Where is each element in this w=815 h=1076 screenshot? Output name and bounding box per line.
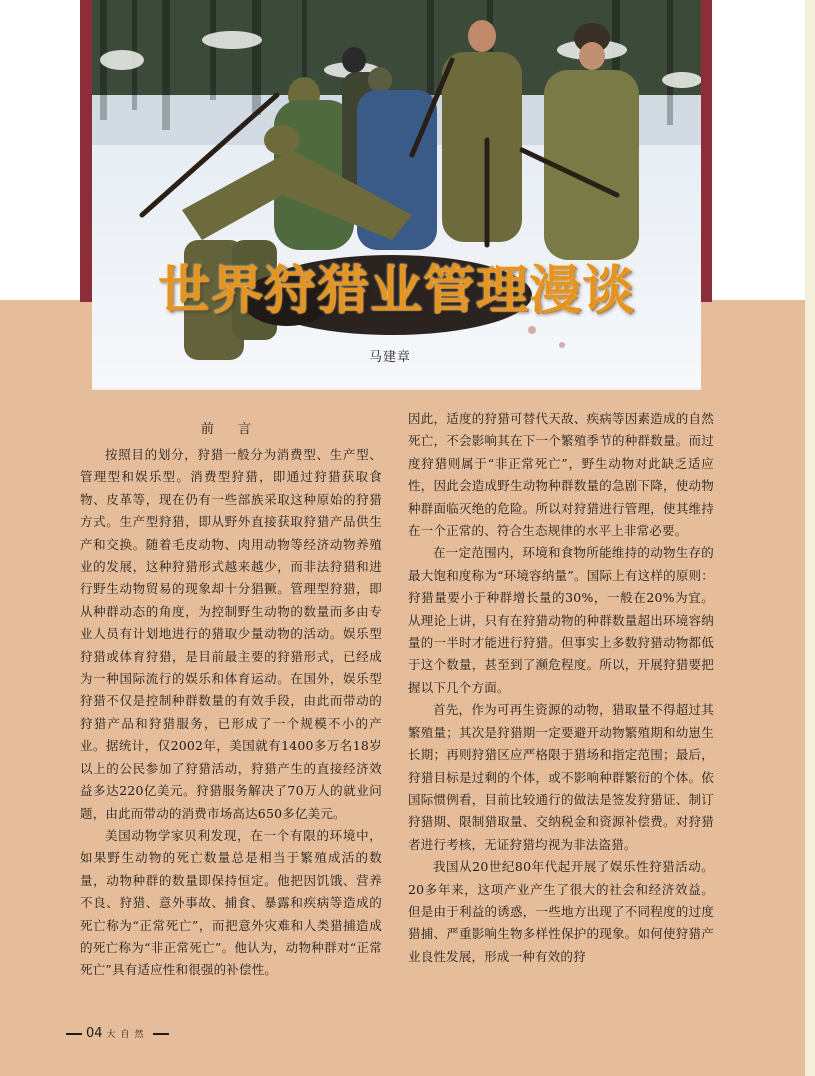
page-edge-strip <box>805 0 815 1076</box>
text-column-left <box>80 418 382 982</box>
section-heading: 前 言 <box>200 422 262 437</box>
footer-dash <box>66 1033 82 1035</box>
paragraph: 因此，适度的狩猎可替代天敌、疾病等因素造成的自然死亡，不会影响其在下一个繁殖季节的种群数量。而过度狩猎则属于“非正常死亡”，野生动物对此缺乏适应性，因此会造成野生动物种群数量的急剧下降，使动物种群面临灭绝的危险。所以对狩猎进行管理，使其维持在一个正常的、符合生态规律的水平上非常必要。 <box>408 411 714 539</box>
paragraph: 美国动物学家贝利发现，在一个有限的环境中，如果野生动物的死亡数量总是相当于繁殖成活的数量，动物种群的数量即保持恒定。他把因饥饿、营养不良、狩猎、意外事故、捕食、暴露和疾病等造成的死亡称为“正常死亡”，而把意外灾难和人类猎捕造成的死亡称为“非正常死亡”。他认为，动物种群对“正常死亡”具有适应性和很强的补偿性。 <box>80 827 382 978</box>
paragraph: 按照目的划分，狩猎一般分为消费型、生产型、管理型和娱乐型。消费型狩猎，即通过狩猎获取食物、皮革等，现在仍有一些部族采取这种原始的狩猎方式。生产型狩猎，即从野外直接获取狩猎产品供生产和交换。随着毛皮动物、肉用动物等经济动物养殖业的发展，这种狩猎形式越来越少，而非法狩猎和进行野生动物贸易的现象却十分猖獗。管理型狩猎，即从种群动态的角度，为控制野生动物的数量而多由专业人员有计划地进行的猎取少量动物的活动。娱乐型狩猎或体育狩猎，是目前最主要的狩猎形式，已经成为一种国际流行的娱乐和体育运动。在国外，娱乐型狩猎不仅是控制种群数量的有效手段，由此而带动的狩猎产品和狩猎服务，已形成了一个规模不小的产业。据统计，仅2002年，美国就有1400多万名18岁以上的公民参加了狩猎活动，狩猎产生的直接经济效益多达220亿美元。狩猎服务解决了70万人的就业问题，由此而带动的消费市场高达650多亿美元。 <box>80 447 382 821</box>
page-footer <box>66 1026 169 1041</box>
hunting-photo <box>92 0 701 388</box>
page-number: 04 <box>86 1026 103 1041</box>
paragraph: 我国从20世纪80年代起开展了娱乐性狩猎活动。20多年来，这项产业产生了很大的社会和经济效益。但是由于利益的诱惑，一些地方出现了不同程度的过度猎捕、严重影响生物多样性保护的现象。如何使狩猎产业良性发展，形成一种有效的狩 <box>408 859 714 964</box>
paragraph: 在一定范围内，环境和食物所能维持的动物生存的最大饱和度称为“环境容纳量”。国际上有这样的原则：狩猎量要小于种群增长量的30%，一般在20%为宜。从理论上讲，只有在狩猎动物的种群数量超出环境容纳量的一半时才能进行狩猎。但事实上多数狩猎动物都低于这个数量，甚至到了濒危程度。所以，开展狩猎要把握以下几个方面。 <box>408 545 714 695</box>
author-name: 马建章 <box>368 350 411 365</box>
article-title: 世界狩猎业管理漫谈 <box>157 261 635 321</box>
footer-dash <box>153 1033 169 1035</box>
paragraph: 首先，作为可再生资源的动物，猎取量不得超过其繁殖量；其次是狩猎期一定要避开动物繁殖期和幼崽生长期；再则狩猎区应严格限于猎场和指定范围；最后，狩猎目标是过剩的个体，或不影响种群繁衍的个体。依国际惯例看，目前比较通行的做法是签发狩猎证、制订狩猎期、限制猎取量、交纳税金和资源补偿费。对狩猎者进行考核，无证狩猎均视为非法盗猎。 <box>408 702 714 852</box>
magazine-name: 大自然 <box>106 1030 149 1040</box>
text-column-right <box>408 408 714 968</box>
